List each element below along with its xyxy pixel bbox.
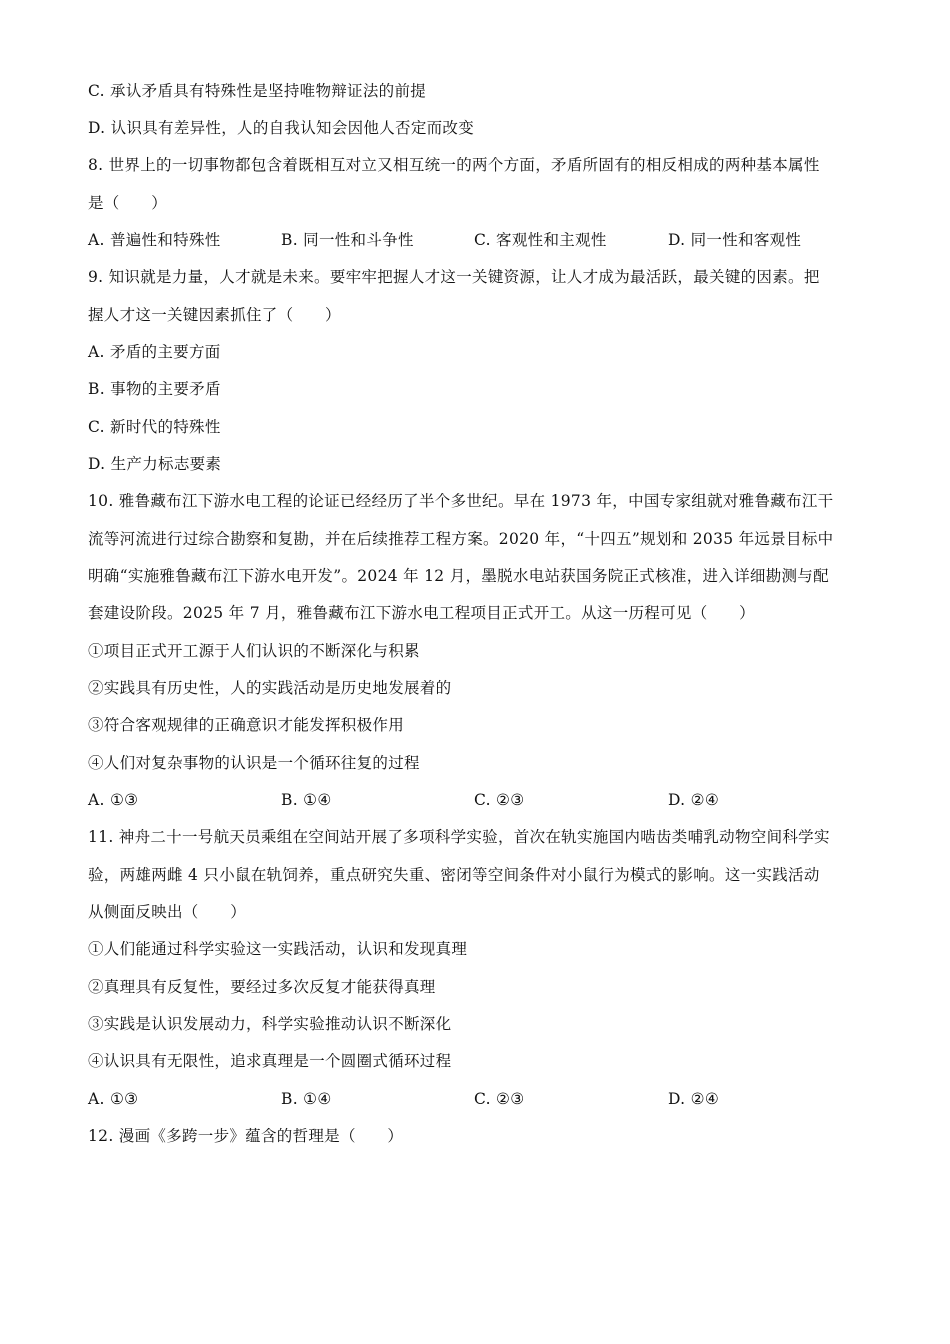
q11-option-d: D. ②④	[668, 1090, 720, 1108]
q11-stem-line-3: 从侧面反映出（ ）	[88, 903, 247, 921]
q10-option-d: D. ②④	[668, 791, 720, 809]
q11-stem-line-1: 11. 神舟二十一号航天员乘组在空间站开展了多项科学实验，首次在轨实施国内啮齿类哺乳动物空间科学实	[88, 828, 830, 846]
q12-stem-line-1: 12. 漫画《多跨一步》蕴含的哲理是（ ）	[88, 1127, 404, 1145]
q11-statement-1: ①人们能通过科学实验这一实践活动，认识和发现真理	[88, 940, 468, 958]
q8-option-c: C. 客观性和主观性	[474, 231, 607, 249]
q9-stem-line-2: 握人才这一关键因素抓住了（ ）	[88, 306, 341, 324]
q10-stem-line-4: 套建设阶段。2025 年 7 月，雅鲁藏布江下游水电工程项目正式开工。从这一历程可见（ ）	[88, 604, 755, 622]
q9-option-b: B. 事物的主要矛盾	[88, 380, 221, 398]
q10-stem-line-3: 明确“实施雅鲁藏布江下游水电开发”。2024 年 12 月，墨脱水电站获国务院正式核准，进入详细勘测与配	[88, 567, 829, 585]
q11-statement-4: ④认识具有无限性，追求真理是一个圆圈式循环过程	[88, 1052, 452, 1070]
q9-stem-line-1: 9. 知识就是力量，人才就是未来。要牢牢把握人才这一关键资源，让人才成为最活跃，最关键的因素。把	[88, 268, 820, 286]
q11-option-b: B. ①④	[281, 1090, 332, 1108]
q8-stem-line-1: 8. 世界上的一切事物都包含着既相互对立又相互统一的两个方面，矛盾所固有的相反相成的两种基本属性	[88, 156, 820, 174]
q10-statement-4: ④人们对复杂事物的认识是一个循环往复的过程	[88, 754, 420, 772]
q9-option-c: C. 新时代的特殊性	[88, 418, 221, 436]
q8-option-d: D. 同一性和客观性	[668, 231, 802, 249]
q10-statement-2: ②实践具有历史性，人的实践活动是历史地发展着的	[88, 679, 452, 697]
q10-option-a: A. ①③	[88, 791, 139, 809]
q10-statement-1: ①项目正式开工源于人们认识的不断深化与积累	[88, 642, 420, 660]
q10-statement-3: ③符合客观规律的正确意识才能发挥积极作用	[88, 716, 405, 734]
q11-statement-2: ②真理具有反复性，要经过多次反复才能获得真理	[88, 978, 436, 996]
q8-option-a: A. 普遍性和特殊性	[88, 231, 221, 249]
q10-stem-line-1: 10. 雅鲁藏布江下游水电工程的论证已经经历了半个多世纪。早在 1973 年，中国专家组就对雅鲁藏布江干	[88, 492, 834, 510]
q8-option-b: B. 同一性和斗争性	[281, 231, 414, 249]
q11-stem-line-2: 验，两雄两雌 4 只小鼠在轨饲养，重点研究失重、密闭等空间条件对小鼠行为模式的影响。这一实践活动	[88, 866, 820, 884]
q10-option-c: C. ②③	[474, 791, 525, 809]
q7-option-c: C. 承认矛盾具有特殊性是坚持唯物辩证法的前提	[88, 82, 427, 100]
q9-option-d: D. 生产力标志要素	[88, 455, 222, 473]
q10-option-b: B. ①④	[281, 791, 332, 809]
q7-option-d: D. 认识具有差异性，人的自我认知会因他人否定而改变	[88, 119, 475, 137]
q11-option-a: A. ①③	[88, 1090, 139, 1108]
q11-option-c: C. ②③	[474, 1090, 525, 1108]
q9-option-a: A. 矛盾的主要方面	[88, 343, 221, 361]
q10-stem-line-2: 流等河流进行过综合勘察和复勘，并在后续推荐工程方案。2020 年，“十四五”规划和 2035 年远景目标中	[88, 530, 834, 548]
q8-stem-line-2: 是（ ）	[88, 194, 168, 212]
q11-statement-3: ③实践是认识发展动力，科学实验推动认识不断深化	[88, 1015, 452, 1033]
